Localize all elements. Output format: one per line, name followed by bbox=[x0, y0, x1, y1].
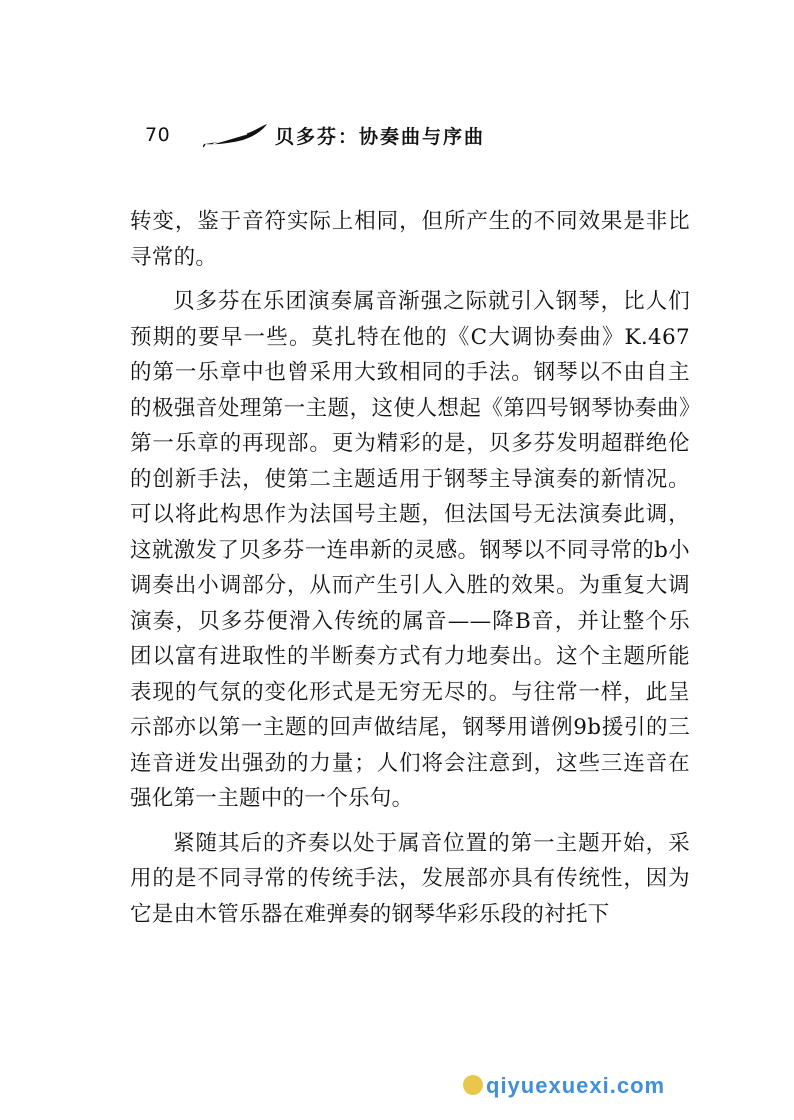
paragraph-3: 紧随其后的齐奏以处于属音位置的第一主题开始，采用的是不同寻常的传统手法，发展部亦具有传统性，因为它是由木管乐器在难弹奏的钢琴华彩乐段的衬托下 bbox=[130, 830, 690, 927]
watermark-text: qiyuexuexi.com bbox=[486, 1073, 666, 1098]
body-text bbox=[130, 204, 690, 941]
running-header bbox=[145, 120, 665, 156]
watermark-logo bbox=[462, 1070, 762, 1100]
paragraph-2: 贝多芬在乐团演奏属音渐强之际就引入钢琴，比人们预期的要早一些。莫扎特在他的《C大调协奏曲》K.467的第一乐章中也曾采用大致相同的手法。钢琴以不由自主的极强音处理第一主题，这使人想起《第四号钢琴协奏曲》第一乐章的再现部。更为精彩的是，贝多芬发明超群绝伦的创新手法，使第二主题适用于钢琴主导演奏的新情况。可以将此构思作为法国号主题，但法国号无法演奏此调，这就激发了贝多芬一连串新的灵感。钢琴以不同寻常的b小调奏出小调部分，从而产生引人入胜的效果。为重复大调演奏，贝多芬便滑入传统的属音——降B音，并让整个乐团以富有进取性的半断奏方式有力地奏出。这个主题所能表现的气氛的变化形式是无穷无尽的。与往常一样，此呈示部亦以第一主题的回声做结尾，钢琴用谱例9b援引的三连音迸发出强劲的力量；人们将会注意到，这些三连音在强化第一主题中的一个乐句。 bbox=[130, 289, 690, 811]
paragraph-1: 转变，鉴于音符实际上相同，但所产生的不同效果是非比寻常的。 bbox=[130, 209, 690, 270]
music-note-logo bbox=[463, 1075, 483, 1095]
quill-pen-icon bbox=[203, 122, 269, 148]
page-number: 70 bbox=[145, 124, 171, 146]
running-title: 贝多芬：协奏曲与序曲 bbox=[275, 126, 486, 148]
